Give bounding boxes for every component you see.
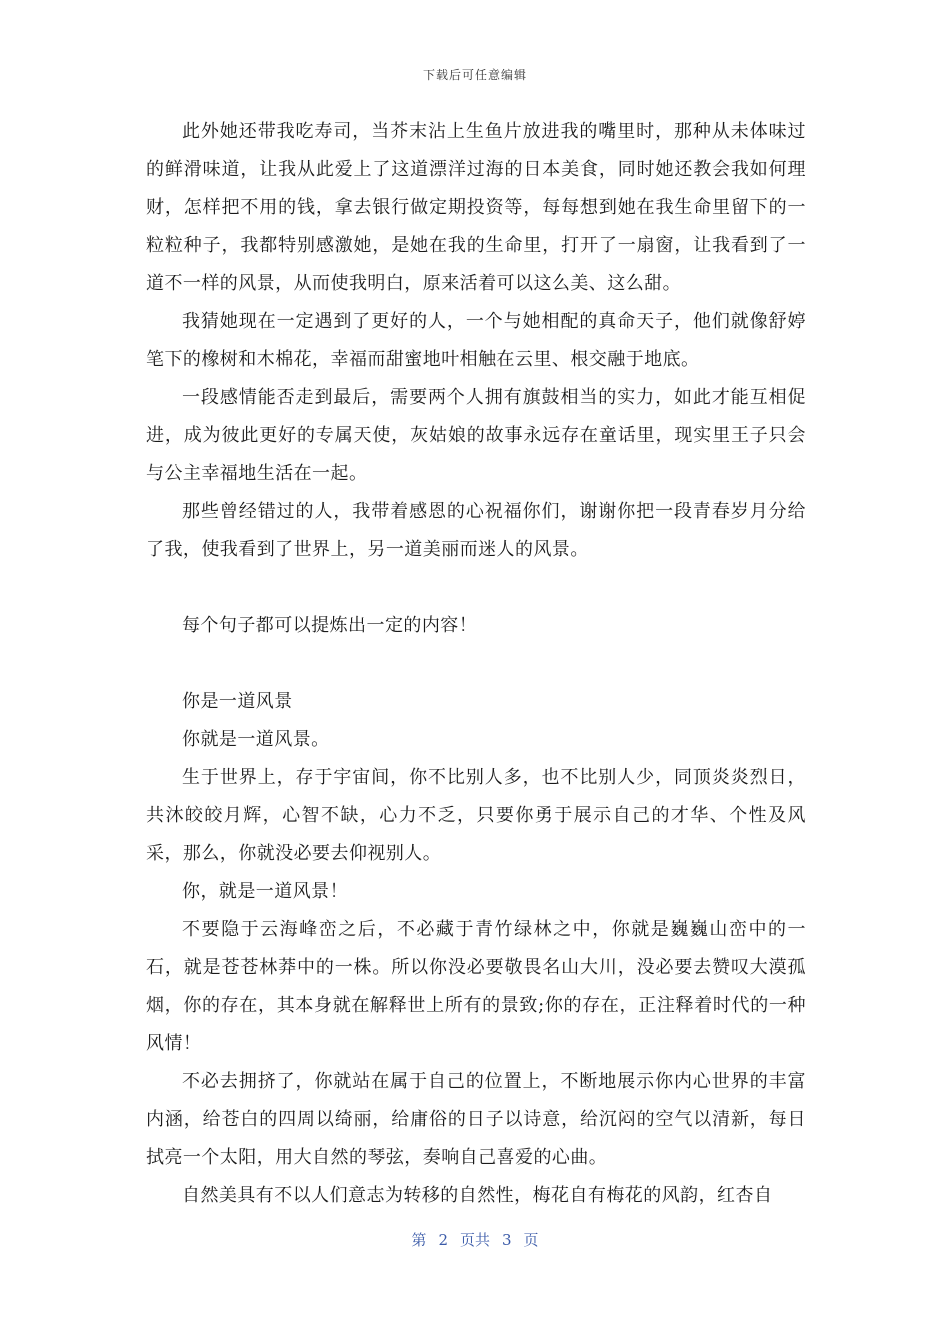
- paragraph-summary-note: 每个句子都可以提炼出一定的内容！: [182, 615, 478, 636]
- paragraph-relationship: 一段感情能否走到最后，需要两个人拥有旗鼓相当的实力，如此才能互相促进，成为彼此更好的专属天使，灰姑娘的故事永远存在童话里，现实里王子只会与公主幸福地生活在一起。: [146, 387, 806, 484]
- footer-suffix: 页: [523, 1231, 539, 1249]
- paragraph-born-in-world: 生于世界上，存于宇宙间，你不比别人多，也不比别人少，同顶炎炎烈日，共沐皎皎月辉，心智不缺，心力不乏，只要你勇于展示自己的才华、个性及风采，那么，你就没必要去仰视别人。: [146, 767, 806, 864]
- paragraph-better-person: 我猜她现在一定遇到了更好的人，一个与她相配的真命天子，他们就像舒婷笔下的橡树和木棉花，幸福而甜蜜地叶相触在云里、根交融于地底。: [146, 311, 806, 370]
- paragraph-no-crowding: 不必去拥挤了，你就站在属于自己的位置上，不断地展示你内心世界的丰富内涵，给苍白的四周以绮丽，给庸俗的日子以诗意，给沉闷的空气以清新，每日拭亮一个太阳，用大自然的琴弦，奏响自己喜爱的心曲。: [146, 1071, 806, 1168]
- page-header-note: 下载后可任意编辑: [422, 68, 527, 82]
- paragraph-you-are-scenery: 你就是一道风景。: [182, 729, 330, 750]
- footer-middle: 页共: [459, 1231, 490, 1249]
- document-body: [146, 113, 806, 1215]
- paragraph-mountains: 不要隐于云海峰峦之后，不必藏于青竹绿林之中，你就是巍巍山峦中的一石，就是苍苍林莽中的一株。所以你没必要敬畏名山大川，没必要去赞叹大漠孤烟，你的存在，其本身就在解释世上所有的景致;你的存在，正注释着时代的一种风情！: [146, 919, 806, 1054]
- blank-line: [146, 569, 806, 607]
- blank-line: [146, 645, 806, 683]
- footer-prefix: 第: [411, 1231, 427, 1249]
- paragraph-gratitude: 那些曾经错过的人，我带着感恩的心祝福你们，谢谢你把一段青春岁月分给了我，使我看到了世界上，另一道美丽而迷人的风景。: [146, 501, 806, 560]
- footer-current-page: 2: [438, 1231, 448, 1249]
- page-footer: [0, 1229, 950, 1250]
- essay-title: 你是一道风景: [182, 691, 293, 712]
- paragraph-you-scenery-exclaim: 你，就是一道风景！: [182, 881, 349, 902]
- footer-total-pages: 3: [502, 1231, 512, 1249]
- paragraph-natural-beauty: 自然美具有不以人们意志为转移的自然性，梅花自有梅花的风韵，红杏自: [182, 1185, 773, 1206]
- paragraph-sushi: 此外她还带我吃寿司，当芥末沾上生鱼片放进我的嘴里时，那种从未体味过的鲜滑味道，让我从此爱上了这道漂洋过海的日本美食，同时她还教会我如何理财，怎样把不用的钱，拿去银行做定期投资等，每每想到她在我生命里留下的一粒粒种子，我都特别感激她，是她在我的生命里，打开了一扇窗，让我看到了一道不一样的风景，从而使我明白，原来活着可以这么美、这么甜。: [146, 121, 806, 294]
